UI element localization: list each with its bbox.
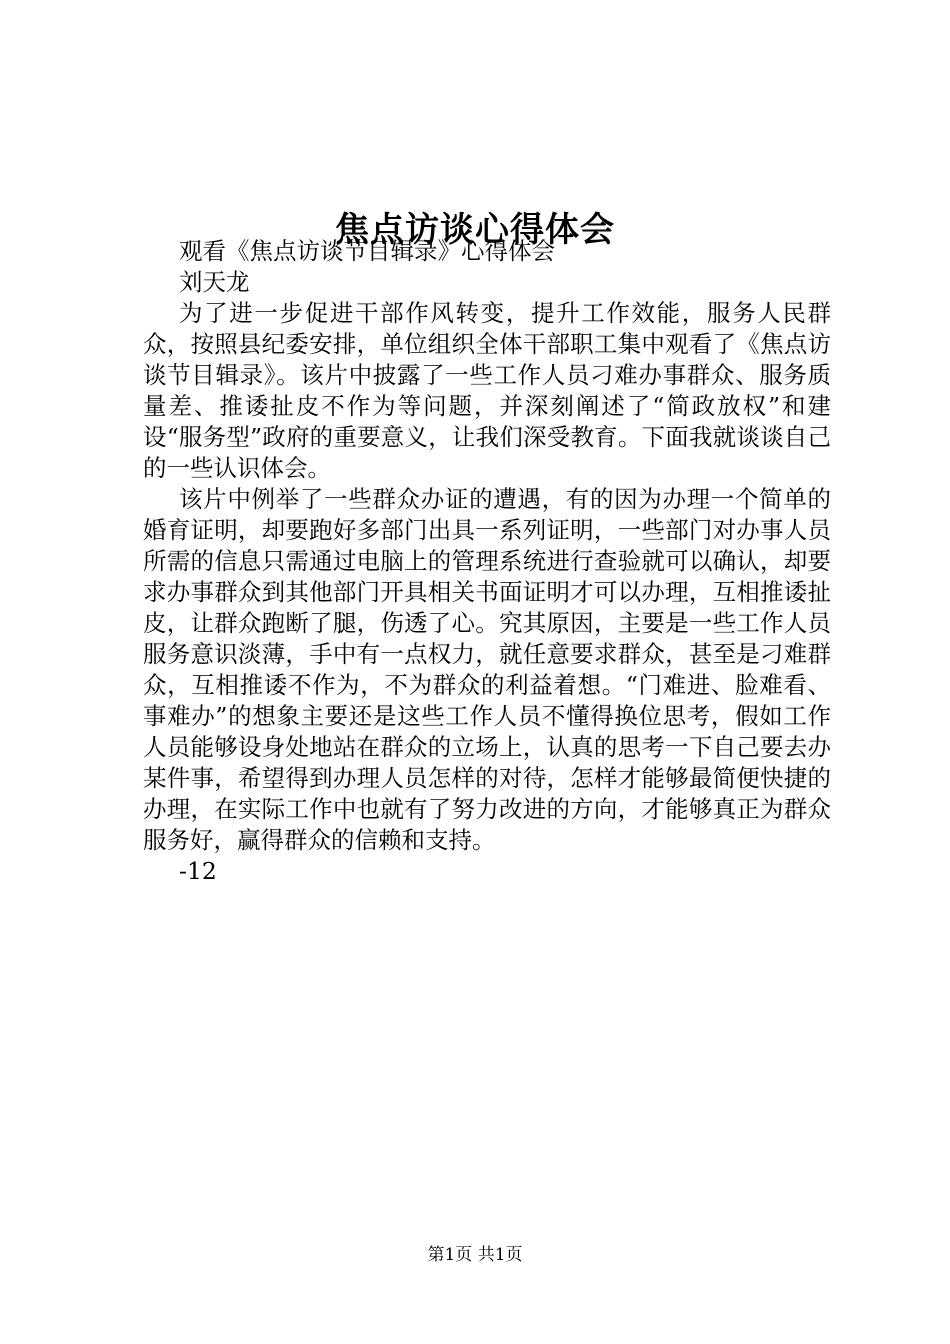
- document-author: 刘天龙: [179, 268, 250, 296]
- document-subtitle: 观看《焦点访谈节目辑录》心得体会: [179, 237, 555, 265]
- document-trailer: -12: [179, 857, 217, 885]
- page-footer: 第1页 共1页: [427, 1245, 523, 1265]
- paragraph-1: 为了进一步促进干部作风转变，提升工作效能，服务人民群众，按照县纪委安排，单位组织全体干部职工集中观看了《焦点访谈节目辑录》。该片中披露了一些工作人员刁难办事群众、服务质量差、推诿扯皮不作为等问题，并深刻阐述了“简政放权”和建设“服务型”政府的重要意义，让我们深受教育。下面我就谈谈自己的一些认识体会。: [143, 299, 831, 482]
- paragraph-2: 该片中例举了一些群众办证的遭遇，有的因为办理一个简单的婚育证明，却要跑好多部门出具一系列证明，一些部门对办事人员所需的信息只需通过电脑上的管理系统进行查验就可以确认，却要求办事群众到其他部门开具相关书面证明才可以办理，互相推诿扯皮，让群众跑断了腿，伤透了心。究其原因，主要是一些工作人员服务意识淡薄，手中有一点权力，就任意要求群众，甚至是刁难群众，互相推诿不作为，不为群众的利益着想。“门难进、脸难看、事难办”的想象主要还是这些工作人员不懂得换位思考，假如工作人员能够设身处地站在群众的立场上，认真的思考一下自己要去办某件事，希望得到办理人员怎样的对待，怎样才能够最简便快捷的办理，在实际工作中也就有了努力改进的方向，才能够真正为群众服务好，赢得群众的信赖和支持。: [143, 485, 831, 854]
- document-body: [143, 236, 831, 887]
- document-title: 焦点访谈心得体会: [335, 209, 615, 250]
